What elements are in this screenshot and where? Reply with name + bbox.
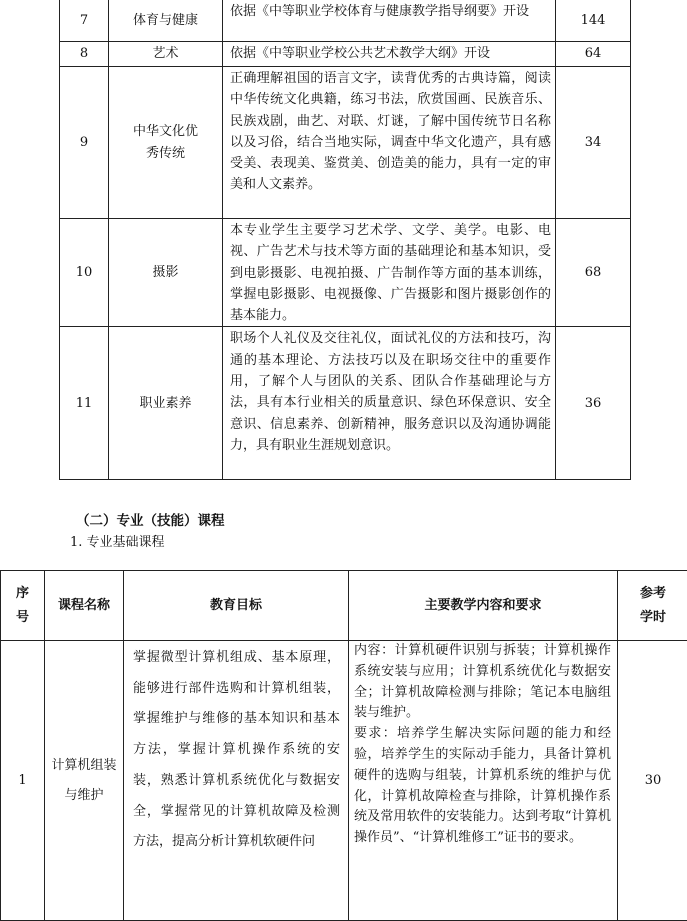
course-number: 8: [60, 42, 109, 67]
table-row: [1, 641, 687, 921]
course-number: 7: [60, 0, 109, 42]
course-hours: 68: [556, 219, 631, 327]
course-description: 本专业学生主要学习艺术学、文学、美学。电影、电视、广告艺术与技术等方面的基础理论和基本知识，受到电影摄影、电视拍摄、广告制作等方面的基本训练，掌握电影摄影、电视摄像、广告摄影和图片摄影创作的基本能力。: [223, 219, 556, 327]
course-number: 10: [60, 219, 109, 327]
content-paragraph: 内容：计算机硬件识别与拆装；计算机操作系统安装与应用；计算机系统优化与数据安全；计算机故障检测与排除；笔记本电脑组装与维护。: [354, 641, 611, 724]
course-name: 艺术: [109, 42, 223, 67]
table-header-row: [1, 571, 687, 641]
table-row: [60, 327, 631, 480]
professional-courses-table: [0, 570, 687, 921]
course-hours: 64: [556, 42, 631, 67]
general-courses-table: [59, 0, 631, 480]
header-goal: 教育目标: [124, 571, 349, 641]
course-description: 职场个人礼仪及交往礼仪，面试礼仪的方法和技巧，沟通的基本理论、方法技巧以及在职场交往中的重要作用，了解个人与团队的关系、团队合作基础理论与方法，具有本行业相关的质量意识、绿色环保意识、安全意识、信息素养、创新精神，服务意识以及沟通协调能力，具有职业生涯规划意识。: [223, 327, 556, 480]
section-heading: （二）专业（技能）课程: [76, 509, 225, 529]
course-description: 依据《中等职业学校公共艺术教学大纲》开设: [223, 42, 556, 67]
header-content: 主要教学内容和要求: [349, 571, 618, 641]
course-hours: 34: [556, 67, 631, 219]
table-row: [60, 219, 631, 327]
course-hours: 30: [618, 641, 687, 921]
requirements-paragraph: 要求：培养学生解决实际问题的能力和经验，培养学生的实际动手能力，具备计算机硬件的选购与组装，计算机系统的维护与优化，计算机故障检查与排除，计算机操作系统及常用软件的安装能力。达到考取“计算机操作员”、“计算机维修工”证书的要求。: [354, 724, 611, 849]
course-name: 体育与健康: [109, 0, 223, 42]
course-name: 计算机组装与维护: [45, 641, 124, 921]
course-name: 摄影: [109, 219, 223, 327]
table-row: [60, 67, 631, 219]
course-description: 依据《中等职业学校体育与健康教学指导纲要》开设: [223, 0, 556, 42]
course-number: 9: [60, 67, 109, 219]
table-row: [60, 0, 631, 42]
course-number: 11: [60, 327, 109, 480]
course-number: 1: [1, 641, 45, 921]
course-description: 正确理解祖国的语言文字，读背优秀的古典诗篇，阅读中华传统文化典籍，练习书法，欣赏国画、民族音乐、民族戏剧，曲艺、对联、灯谜，了解中国传统节日名称以及习俗，结合当地实际，调查中华文化遗产，具有感受美、表现美、鉴赏美、创造美的能力，具有一定的审美和人文素养。: [223, 67, 556, 219]
course-goal: 掌握微型计算机组成、基本原理，能够进行部件选购和计算机组装，掌握维护与维修的基本知识和基本方法，掌握计算机操作系统的安装，熟悉计算机系统优化与数据安全，掌握常见的计算机故障及检测方法，提高分析计算机软硬件问: [124, 641, 349, 921]
header-hours: 参考学时: [618, 571, 687, 641]
course-hours: 36: [556, 327, 631, 480]
subsection-heading: 1. 专业基础课程: [70, 531, 165, 550]
course-name: 中华文化优秀传统: [109, 67, 223, 219]
header-num: 序号: [1, 571, 45, 641]
course-hours: 144: [556, 0, 631, 42]
course-name: 职业素养: [109, 327, 223, 480]
header-name: 课程名称: [45, 571, 124, 641]
table-row: [60, 42, 631, 67]
course-content: [349, 641, 618, 921]
